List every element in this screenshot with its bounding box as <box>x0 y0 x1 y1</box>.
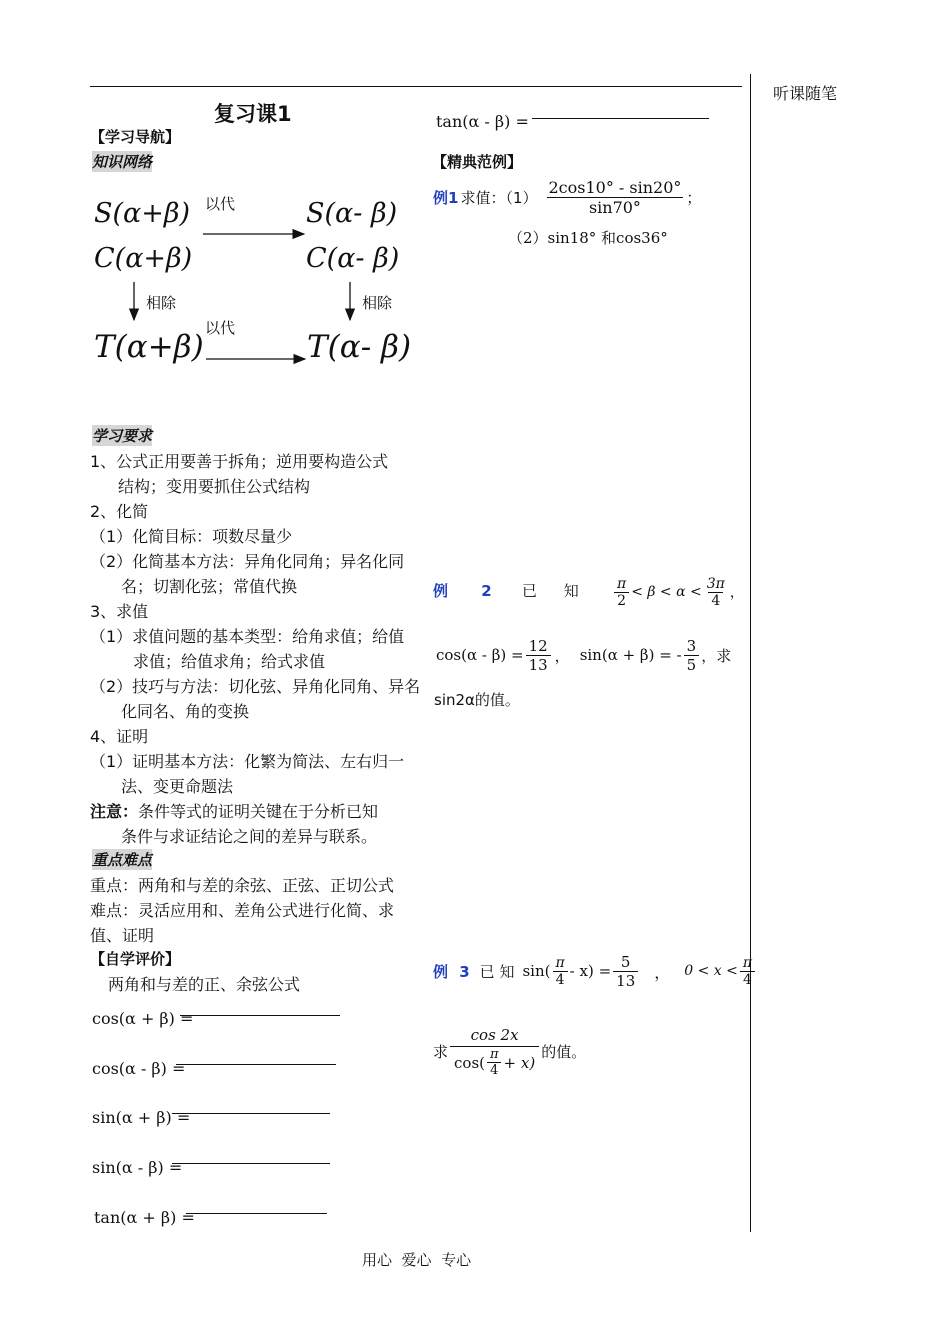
difficulty-line-1: 难点：灵活应用和、差角公式进行化简、求 <box>90 901 395 920</box>
answer-line <box>532 118 709 119</box>
answer-line <box>176 1064 336 1065</box>
example-2-label: 例 2 <box>433 582 492 600</box>
knowledge-network-heading: 知识网络 <box>92 153 153 171</box>
example-1-fraction <box>545 178 684 217</box>
formula-blank-cos-plus: cos(α + β) = <box>92 1009 194 1028</box>
requirement-line: （1）化简目标：项数尽量少 <box>90 527 293 546</box>
example-1-denominator: sin70° <box>547 197 683 217</box>
example-3-value: $\frac{5}{13}$ <box>613 953 638 990</box>
answer-line <box>180 1015 340 1016</box>
answer-line <box>172 1163 330 1164</box>
requirement-line: 结构；变用要抓住公式结构 <box>118 477 311 496</box>
example-2-3pi-over-4: $\frac{3\pi}{4}$ <box>706 575 725 609</box>
example-3-minus-x: - x) = <box>569 962 612 980</box>
formula-t-plus: T(α+β) <box>94 329 204 365</box>
example-1-part2: （2）sin18° 和cos36° <box>508 229 668 247</box>
formula-c-minus: C(α- β) <box>306 243 400 274</box>
side-divider <box>750 74 751 1232</box>
difficulty-line-2: 值、证明 <box>90 926 155 945</box>
formula-s-minus: S(α- β) <box>306 198 398 229</box>
example-3-question <box>433 1018 586 1084</box>
formula-s-plus: S(α+β) <box>94 198 191 229</box>
example-2-pi-over-2: $\frac{\pi}{2}$ <box>614 576 629 609</box>
diagram-arrows <box>0 0 420 380</box>
note-line-1: 条件等式的证明关键在于分析已知 <box>138 802 379 821</box>
formula-blank-cos-minus: cos(α - β) = <box>92 1059 186 1078</box>
self-eval-intro: 两角和与差的正、余弦公式 <box>108 975 301 994</box>
side-note: 听课随笔 <box>773 84 838 103</box>
examples-heading: 【精典范例】 <box>432 153 523 171</box>
example-2-known: 已 知 <box>522 582 579 600</box>
example-3-qiu: 求 <box>433 1042 449 1061</box>
formula-blank-sin-plus: sin(α + β) = <box>92 1108 191 1127</box>
self-eval-heading: 【自学评价】 <box>90 950 181 968</box>
answer-line <box>172 1113 330 1114</box>
example-3-range-pi-over-4: $\frac{\pi}{4}$ <box>740 955 755 988</box>
replace-label-top: 以代 <box>205 195 236 213</box>
answer-line <box>186 1213 327 1214</box>
example-3-denominator: cos( $\frac{\pi}{4}$ + x) <box>450 1046 539 1078</box>
example-1 <box>433 172 701 222</box>
example-1-prompt: 求值：（1） <box>460 188 538 207</box>
divide-label-right: 相除 <box>362 294 393 312</box>
example-1-label: 例1 <box>433 188 459 207</box>
footer: 用心 爱心 专心 <box>362 1251 472 1269</box>
example-3-sin-expr: sin( <box>522 962 551 980</box>
requirement-line: 2、化简 <box>90 502 149 521</box>
key-points-heading: 重点难点 <box>92 851 153 869</box>
note-label: 注意： <box>90 802 139 821</box>
example-3-fraction <box>450 1024 539 1078</box>
example-3-known: 已 知 <box>479 962 515 981</box>
example-2-cos-expr: cos(α - β) = <box>436 646 524 664</box>
example-3: 例 3 已 知 sin( $\frac{\pi}{4}$ - x) = $\frac{5}{13}$ ， 0 < x < $\frac{\pi}{4}$ <box>433 948 757 994</box>
example-1-numerator: 2cos10° - sin20° <box>548 177 682 197</box>
key-point-line: 重点：两角和与差的余弦、正弦、正切公式 <box>90 876 395 895</box>
requirement-line: 4、证明 <box>90 727 149 746</box>
note-line-2: 条件与求证结论之间的差异与联系。 <box>121 827 378 846</box>
example-3-label: 例 3 <box>433 962 470 981</box>
example-1-after: ； <box>686 188 702 207</box>
example-2-ask: sin2α的值。 <box>434 691 520 709</box>
nav-header: 【学习导航】 <box>90 128 181 146</box>
requirement-line: （1）证明基本方法：化繁为简法、左右归一 <box>90 752 405 771</box>
example-3-range: 0 < x < <box>684 963 738 979</box>
example-2-givens: cos(α - β) = $\frac{12}{13}$ ， sin(α + β) = - $\frac{3}{5}$ ，求 <box>436 636 732 674</box>
requirement-line: 名；切割化弦；常值代换 <box>121 577 298 596</box>
example-2-cos-value: $\frac{12}{13}$ <box>526 637 551 674</box>
requirement-line: （2）化简基本方法：异角化同角；异名化同 <box>90 552 405 571</box>
page-title: 复习课1 <box>214 102 292 126</box>
example-2-range: $\frac{\pi}{2}$ < β < α < $\frac{3\pi}{4}$ ， <box>612 570 744 614</box>
requirement-line: （1）求值问题的基本类型：给角求值；给值 <box>90 627 405 646</box>
requirement-line: 法、变更命题法 <box>121 777 234 796</box>
example-3-pi-over-4: $\frac{\pi}{4}$ <box>552 955 567 988</box>
example-3-numerator: cos 2x <box>470 1026 519 1044</box>
requirement-line: 1、公式正用要善于拆角；逆用要构造公式 <box>90 452 389 471</box>
example-2-inequality: < β < α < <box>631 584 702 600</box>
formula-blank-tan-minus: tan(α - β) = <box>436 112 529 131</box>
requirement-line: 化同名、角的变换 <box>121 702 250 721</box>
divide-label-left: 相除 <box>146 294 177 312</box>
example-2-qiu: ，求 <box>701 646 732 665</box>
example-2-sin-value: $\frac{3}{5}$ <box>684 637 700 674</box>
formula-blank-tan-plus: tan(α + β) = <box>94 1208 195 1227</box>
replace-label-bottom: 以代 <box>205 319 236 337</box>
example-2-sin-expr: sin(α + β) = - <box>579 646 682 664</box>
example-3-ask: 的值。 <box>541 1042 587 1061</box>
requirements-heading: 学习要求 <box>92 427 153 445</box>
formula-c-plus: C(α+β) <box>94 243 193 274</box>
formula-t-minus: T(α- β) <box>307 329 412 365</box>
requirement-line: 求值；给值求角；给式求值 <box>133 652 326 671</box>
formula-blank-sin-minus: sin(α - β) = <box>92 1158 183 1177</box>
requirement-line: （2）技巧与方法：切化弦、异角化同角、异名 <box>90 677 421 696</box>
requirement-line: 3、求值 <box>90 602 149 621</box>
